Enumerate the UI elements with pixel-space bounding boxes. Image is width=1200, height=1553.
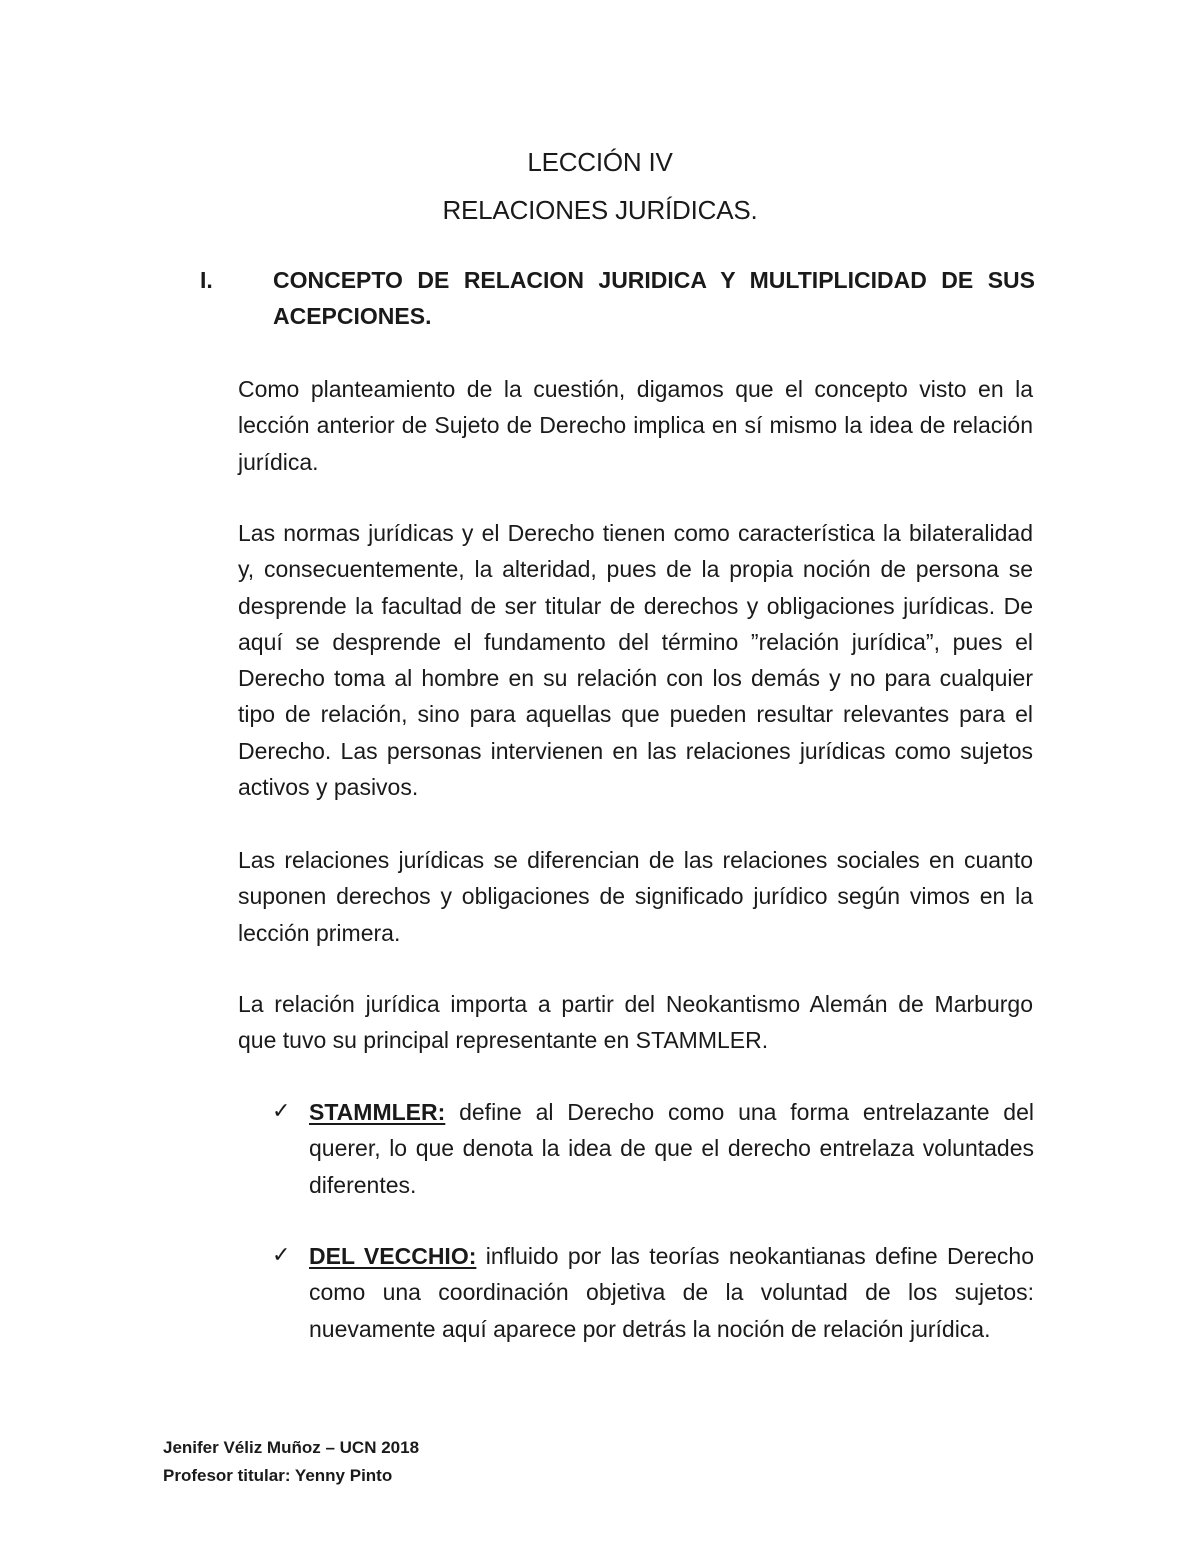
page-footer [163, 1434, 419, 1490]
bullet-description: define al Derecho como una forma entrelazante del querer, lo que denota la idea de que el derecho entrelaza voluntades diferentes. [309, 1099, 1034, 1198]
document-title [0, 138, 1200, 234]
paragraph-2: Las normas jurídicas y el Derecho tienen como característica la bilateralidad y, consecuentemente, la alteridad, pues de la propia noción de persona se desprende la facultad de ser titular de derechos y obligaciones jurídicas. De aquí se desprende el fundamento del término ”relación jurídica”, pues el Derecho toma al hombre en su relación con los demás y no para cualquier tipo de relación, sino para aquellas que pueden resultar relevantes para el Derecho. Las personas intervienen en las relaciones jurídicas como sujetos activos y pasivos. [238, 520, 1033, 801]
footer-professor: Profesor titular: Yenny Pinto [163, 1466, 393, 1485]
bullet-text [309, 1238, 1034, 1347]
bullet-text [309, 1094, 1034, 1203]
lesson-number: LECCIÓN IV [527, 147, 673, 177]
bullet-description: influido por las teorías neokantianas define Derecho como una coordinación objetiva de la voluntad de los sujetos: nuevamente aquí aparece por detrás la noción de relación jurídica. [309, 1243, 1034, 1342]
lesson-title: RELACIONES JURÍDICAS. [442, 195, 758, 225]
check-mark-icon: ✓ [272, 1099, 291, 1124]
section-number: I. [200, 267, 213, 293]
check-mark-icon: ✓ [272, 1243, 291, 1268]
footer-author: Jenifer Véliz Muñoz – UCN 2018 [163, 1438, 420, 1457]
paragraph-1: Como planteamiento de la cuestión, digamos que el concepto visto en la lección anterior de Sujeto de Derecho implica en sí mismo la idea de relación jurídica. [238, 376, 1033, 475]
bullet-term: DEL VECCHIO: [309, 1243, 477, 1269]
bullet-term: STAMMLER: [309, 1099, 446, 1125]
paragraph-3: Las relaciones jurídicas se diferencian de las relaciones sociales en cuanto suponen derechos y obligaciones de significado jurídico según vimos en la lección primera. [238, 847, 1033, 946]
section-heading-text: CONCEPTO DE RELACION JURIDICA Y MULTIPLICIDAD DE SUS ACEPCIONES. [273, 267, 1035, 329]
paragraph-4: La relación jurídica importa a partir del Neokantismo Alemán de Marburgo que tuvo su principal representante en STAMMLER. [238, 991, 1033, 1054]
